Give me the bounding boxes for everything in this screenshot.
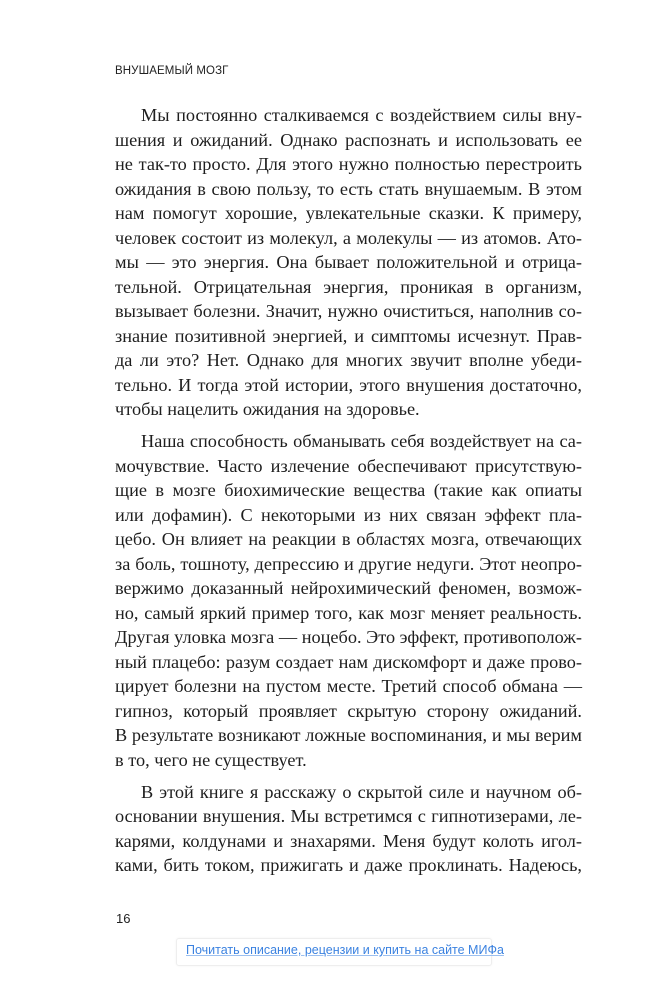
text-line: основании внушения. Мы встретимся с гипнотизерами, ле- [115, 806, 582, 826]
running-header: ВНУШАЕМЫЙ МОЗГ [115, 65, 229, 77]
text-line: карями, колдунами и знахарями. Меня будут колоть игол- [115, 830, 582, 851]
text-line: да ли это? Нет. Однако для многих звучит вполне убеди- [115, 350, 582, 370]
text-line: щие в мозге биохимические вещества (такие как опиаты [115, 480, 582, 500]
text-line: человек состоит из молекул, а молекулы — из атомов. Ато- [115, 227, 582, 248]
text-line: ожидания в свою пользу, то есть стать внушаемым. В этом [115, 178, 582, 199]
text-line: Другая уловка мозга — ноцебо. Это эффект, противополож- [115, 627, 582, 647]
store-link-box [176, 938, 504, 966]
text-line: цирует болезни на пустом месте. Третий способ обмана — [115, 676, 582, 696]
text-line: знание позитивной энергией, и симптомы исчезнут. Прав- [115, 325, 582, 346]
text-line: в то, чего не существует. [115, 749, 307, 770]
text-line: Наша способность обманывать себя воздействует на са- [141, 431, 582, 451]
text-line: ный плацебо: разум создает нам дискомфорт и даже прово- [115, 651, 582, 672]
text-line: вержимо доказанный нейрохимический феномен, возмож- [115, 578, 582, 598]
text-line: за боль, тошноту, депрессию и другие недуги. Этот неопро- [115, 553, 582, 574]
text-line: Мы постоянно сталкиваемся с воздействием силы вну- [141, 105, 582, 125]
paragraph [115, 103, 582, 422]
text-line: вызывает болезни. Значит, нужно очиститься, наполнив со- [115, 301, 582, 321]
text-line: мочувствие. Часто излечение обеспечивают присутствую- [115, 455, 582, 476]
paragraph-gap [115, 772, 582, 780]
page-number: 16 [116, 911, 131, 926]
paragraph-gap [115, 422, 582, 430]
text-line: В результате возникают ложные воспоминания, и мы верим [115, 725, 582, 745]
paragraph [115, 429, 582, 772]
text-line: но, самый яркий пример того, как мозг меняет реальность. [115, 602, 582, 623]
text-line: шения и ожиданий. Однако распознать и использовать ее [115, 129, 582, 150]
text-line: мы — это энергия. Она бывает положительной и отрица- [115, 252, 582, 272]
text-line: тельной. Отрицательная энергия, проникая в организм, [115, 276, 582, 297]
text-line: чтобы нацелить ожидания на здоровье. [115, 399, 420, 419]
text-line: не так-то просто. Для этого нужно полностью перестроить [115, 154, 582, 174]
text-line: ками, бить током, прижигать и даже проклинать. Надеюсь, [115, 855, 582, 875]
text-line: или дофамин). С некоторыми из них связан эффект пла- [115, 504, 582, 525]
text-line: нам помогут хорошие, увлекательные сказки. К примеру, [115, 203, 582, 223]
text-line: тельно. И тогда этой истории, этого внушения достаточно, [115, 374, 582, 395]
text-line: цебо. Он влияет на реакции в областях мозга, отвечающих [115, 529, 582, 549]
paragraph [115, 780, 582, 878]
store-link[interactable]: Почитать описание, рецензии и купить на сайте МИФа [186, 943, 504, 957]
text-line: гипноз, который проявляет скрытую сторону ожиданий. [115, 700, 582, 721]
book-body-text [115, 103, 582, 878]
text-line: В этой книге я расскажу о скрытой силе и научном об- [141, 781, 582, 802]
